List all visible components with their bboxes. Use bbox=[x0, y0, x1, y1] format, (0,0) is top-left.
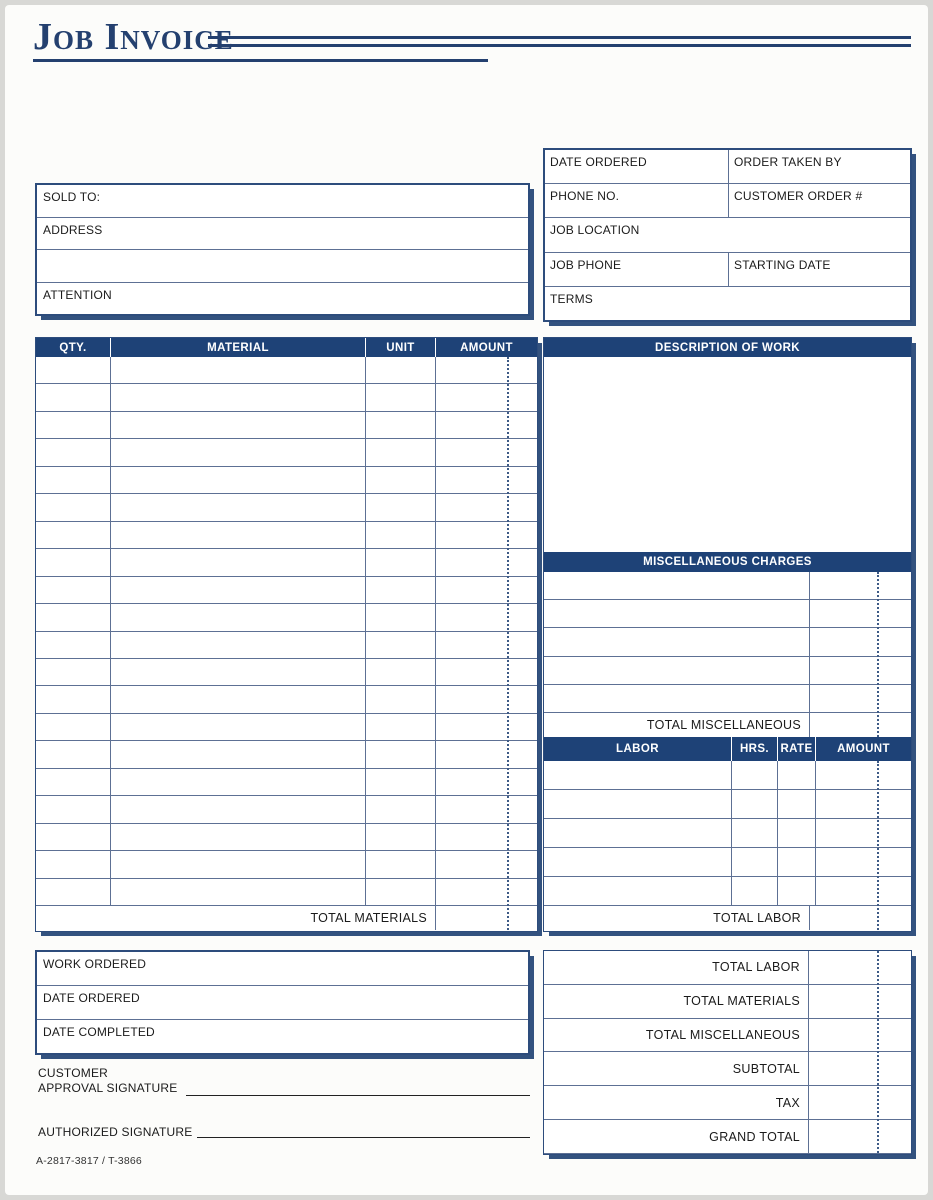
sold-to-label: SOLD TO: bbox=[43, 190, 101, 204]
material-qty-cell[interactable] bbox=[36, 796, 111, 822]
material-name-cell[interactable] bbox=[111, 714, 366, 740]
material-qty-cell[interactable] bbox=[36, 741, 111, 767]
misc-description-cell[interactable] bbox=[544, 657, 810, 684]
material-qty-cell[interactable] bbox=[36, 659, 111, 685]
material-row bbox=[36, 467, 537, 494]
attention-label: ATTENTION bbox=[43, 287, 112, 302]
order-info-row bbox=[545, 287, 910, 320]
material-row bbox=[36, 824, 537, 851]
total-materials-row bbox=[36, 906, 537, 930]
misc-description-cell[interactable] bbox=[544, 572, 810, 599]
labor-description-cell[interactable] bbox=[544, 790, 732, 818]
material-amount-cell[interactable] bbox=[436, 522, 537, 548]
misc-charge-row bbox=[544, 628, 911, 656]
tax-label: TAX bbox=[544, 1086, 809, 1119]
material-row bbox=[36, 769, 537, 796]
job-phone-field[interactable] bbox=[545, 253, 729, 286]
material-amount-cell[interactable] bbox=[436, 824, 537, 850]
material-name-cell[interactable] bbox=[111, 632, 366, 658]
date-ordered-bottom-label: DATE ORDERED bbox=[43, 991, 140, 1005]
labor-hours-cell[interactable] bbox=[732, 819, 778, 847]
material-amount-cell[interactable] bbox=[436, 384, 537, 410]
material-row bbox=[36, 632, 537, 659]
labor-header-row bbox=[544, 737, 911, 761]
sold-to-box bbox=[35, 183, 530, 316]
misc-description-cell[interactable] bbox=[544, 628, 810, 655]
total-materials-summary-label: TOTAL MATERIALS bbox=[544, 985, 809, 1018]
labor-rate-cell[interactable] bbox=[778, 790, 816, 818]
material-name-cell[interactable] bbox=[111, 741, 366, 767]
material-qty-cell[interactable] bbox=[36, 851, 111, 877]
material-unit-cell[interactable] bbox=[366, 714, 436, 740]
material-unit-cell[interactable] bbox=[366, 796, 436, 822]
labor-row bbox=[544, 790, 911, 819]
labor-row bbox=[544, 848, 911, 877]
material-unit-cell[interactable] bbox=[366, 851, 436, 877]
customer-approval-signature-label bbox=[38, 1066, 177, 1096]
job-location-label: JOB LOCATION bbox=[550, 223, 640, 238]
labor-description-cell[interactable] bbox=[544, 877, 732, 905]
starting-date-label: STARTING DATE bbox=[734, 257, 831, 272]
material-row bbox=[36, 357, 537, 384]
misc-amount-cell[interactable] bbox=[810, 685, 911, 712]
labor-amount-cell[interactable] bbox=[816, 819, 911, 847]
date-completed-field[interactable] bbox=[37, 1020, 528, 1053]
total-miscellaneous-row bbox=[544, 713, 911, 737]
grand-total-row bbox=[544, 1120, 911, 1154]
labor-amount-column-header: AMOUNT bbox=[837, 743, 890, 755]
material-name-cell[interactable] bbox=[111, 384, 366, 410]
subtotal-row bbox=[544, 1052, 911, 1086]
labor-hours-cell[interactable] bbox=[732, 877, 778, 905]
material-unit-cell[interactable] bbox=[366, 384, 436, 410]
title-double-rule bbox=[208, 36, 911, 47]
job-location-field[interactable] bbox=[545, 218, 910, 251]
description-of-work-header bbox=[544, 338, 911, 357]
misc-amount-cell[interactable] bbox=[810, 600, 911, 627]
work-section bbox=[543, 337, 912, 932]
material-name-cell[interactable] bbox=[111, 577, 366, 603]
work-ordered-field[interactable] bbox=[37, 952, 528, 986]
total-materials-amount-cell[interactable] bbox=[436, 906, 537, 930]
material-name-cell[interactable] bbox=[111, 549, 366, 575]
order-taken-by-field[interactable] bbox=[729, 150, 910, 183]
authorized-signature-line[interactable] bbox=[197, 1122, 530, 1138]
material-unit-cell[interactable] bbox=[366, 494, 436, 520]
misc-amount-cell[interactable] bbox=[810, 572, 911, 599]
phone-no-field[interactable] bbox=[545, 184, 729, 217]
materials-rows bbox=[36, 357, 537, 906]
material-row bbox=[36, 796, 537, 823]
order-info-row bbox=[545, 218, 910, 252]
order-taken-by-label: ORDER TAKEN BY bbox=[734, 155, 842, 169]
material-name-cell[interactable] bbox=[111, 522, 366, 548]
labor-row bbox=[544, 819, 911, 848]
terms-field[interactable] bbox=[545, 287, 910, 320]
date-completed-label: DATE COMPLETED bbox=[43, 1025, 155, 1039]
material-unit-cell[interactable] bbox=[366, 659, 436, 685]
material-name-cell[interactable] bbox=[111, 686, 366, 712]
customer-label-line2: APPROVAL SIGNATURE bbox=[38, 1081, 178, 1095]
labor-description-cell[interactable] bbox=[544, 761, 732, 789]
phone-no-label: PHONE NO. bbox=[550, 189, 620, 204]
material-amount-cell[interactable] bbox=[436, 439, 537, 465]
material-qty-cell[interactable] bbox=[36, 549, 111, 575]
order-info-box bbox=[543, 148, 912, 322]
material-name-cell[interactable] bbox=[111, 494, 366, 520]
material-qty-cell[interactable] bbox=[36, 824, 111, 850]
misc-amount-cell[interactable] bbox=[810, 628, 911, 655]
misc-charge-rows bbox=[544, 572, 911, 713]
labor-hours-cell[interactable] bbox=[732, 848, 778, 876]
material-qty-cell[interactable] bbox=[36, 632, 111, 658]
material-amount-cell[interactable] bbox=[436, 604, 537, 630]
total-labor-summary-amount-cell[interactable] bbox=[809, 951, 911, 984]
material-row bbox=[36, 494, 537, 521]
material-unit-cell[interactable] bbox=[366, 769, 436, 795]
material-amount-cell[interactable] bbox=[436, 494, 537, 520]
hrs-column-header: HRS. bbox=[732, 737, 778, 761]
material-amount-cell[interactable] bbox=[436, 879, 537, 905]
labor-rate-cell[interactable] bbox=[778, 877, 816, 905]
material-name-cell[interactable] bbox=[111, 659, 366, 685]
total-labor-label: TOTAL LABOR bbox=[544, 906, 810, 930]
grand-total-amount-cell[interactable] bbox=[809, 1120, 911, 1153]
labor-rows bbox=[544, 761, 911, 906]
material-amount-cell[interactable] bbox=[436, 741, 537, 767]
total-labor-row bbox=[544, 906, 911, 930]
total-miscellaneous-amount-cell[interactable] bbox=[810, 713, 911, 737]
material-unit-cell[interactable] bbox=[366, 577, 436, 603]
material-unit-cell[interactable] bbox=[366, 412, 436, 438]
tax-row bbox=[544, 1086, 911, 1120]
order-info-row bbox=[545, 150, 910, 184]
totals-box bbox=[543, 950, 912, 1155]
material-unit-cell[interactable] bbox=[366, 604, 436, 630]
misc-charge-row bbox=[544, 657, 911, 685]
completion-box bbox=[35, 950, 530, 1055]
form-number: A-2817-3817 / T-3866 bbox=[36, 1155, 142, 1167]
total-miscellaneous-summary-amount-cell[interactable] bbox=[809, 1019, 911, 1052]
misc-amount-cell[interactable] bbox=[810, 657, 911, 684]
material-amount-cell[interactable] bbox=[436, 686, 537, 712]
subtotal-amount-cell[interactable] bbox=[809, 1052, 911, 1085]
material-qty-cell[interactable] bbox=[36, 879, 111, 905]
material-column-header: MATERIAL bbox=[111, 338, 366, 357]
labor-hours-cell[interactable] bbox=[732, 761, 778, 789]
material-unit-cell[interactable] bbox=[366, 686, 436, 712]
material-qty-cell[interactable] bbox=[36, 384, 111, 410]
customer-label-line1: CUSTOMER bbox=[38, 1066, 109, 1080]
title-underline bbox=[33, 59, 488, 62]
description-of-work-label: DESCRIPTION OF WORK bbox=[655, 341, 800, 354]
amount-column-header: AMOUNT bbox=[460, 341, 513, 354]
order-info-row bbox=[545, 184, 910, 218]
material-unit-cell[interactable] bbox=[366, 439, 436, 465]
material-unit-cell[interactable] bbox=[366, 879, 436, 905]
materials-header-row bbox=[36, 338, 537, 357]
total-miscellaneous-label: TOTAL MISCELLANEOUS bbox=[544, 713, 810, 737]
misc-description-cell[interactable] bbox=[544, 685, 810, 712]
authorized-signature-label: AUTHORIZED SIGNATURE bbox=[38, 1125, 193, 1139]
material-row bbox=[36, 439, 537, 466]
material-row bbox=[36, 741, 537, 768]
labor-hours-cell[interactable] bbox=[732, 790, 778, 818]
material-unit-cell[interactable] bbox=[366, 357, 436, 383]
material-unit-cell[interactable] bbox=[366, 824, 436, 850]
labor-row bbox=[544, 761, 911, 790]
material-row bbox=[36, 659, 537, 686]
starting-date-field[interactable] bbox=[729, 253, 910, 286]
miscellaneous-charges-header bbox=[544, 552, 911, 572]
material-amount-cell[interactable] bbox=[436, 714, 537, 740]
materials-table bbox=[35, 337, 538, 932]
material-qty-cell[interactable] bbox=[36, 494, 111, 520]
job-phone-label: JOB PHONE bbox=[550, 257, 622, 272]
material-qty-cell[interactable] bbox=[36, 357, 111, 383]
misc-charge-row bbox=[544, 685, 911, 713]
material-unit-cell[interactable] bbox=[366, 632, 436, 658]
customer-approval-signature-line[interactable] bbox=[186, 1080, 530, 1096]
labor-column-header: LABOR bbox=[544, 737, 732, 761]
material-name-cell[interactable] bbox=[111, 769, 366, 795]
material-amount-cell[interactable] bbox=[436, 467, 537, 493]
total-labor-amount-cell[interactable] bbox=[810, 906, 911, 930]
material-amount-cell[interactable] bbox=[436, 769, 537, 795]
labor-amount-cell[interactable] bbox=[816, 790, 911, 818]
material-amount-cell[interactable] bbox=[436, 357, 537, 383]
material-unit-cell[interactable] bbox=[366, 522, 436, 548]
material-row bbox=[36, 714, 537, 741]
labor-row bbox=[544, 877, 911, 906]
address-field[interactable] bbox=[37, 218, 528, 251]
material-name-cell[interactable] bbox=[111, 824, 366, 850]
form-title: Job Invoice bbox=[33, 16, 234, 58]
misc-description-cell[interactable] bbox=[544, 600, 810, 627]
material-qty-cell[interactable] bbox=[36, 686, 111, 712]
material-name-cell[interactable] bbox=[111, 439, 366, 465]
labor-description-cell[interactable] bbox=[544, 848, 732, 876]
misc-charge-row bbox=[544, 600, 911, 628]
sold-to-field[interactable] bbox=[37, 185, 528, 218]
total-labor-summary-row bbox=[544, 951, 911, 985]
labor-rate-cell[interactable] bbox=[778, 819, 816, 847]
material-row bbox=[36, 851, 537, 878]
material-qty-cell[interactable] bbox=[36, 604, 111, 630]
material-name-cell[interactable] bbox=[111, 412, 366, 438]
material-name-cell[interactable] bbox=[111, 467, 366, 493]
date-ordered-field[interactable] bbox=[545, 150, 729, 183]
attention-field[interactable] bbox=[37, 283, 528, 315]
total-miscellaneous-summary-label: TOTAL MISCELLANEOUS bbox=[544, 1019, 809, 1052]
unit-column-header: UNIT bbox=[366, 338, 436, 357]
material-name-cell[interactable] bbox=[111, 796, 366, 822]
material-row bbox=[36, 412, 537, 439]
material-unit-cell[interactable] bbox=[366, 741, 436, 767]
material-amount-cell[interactable] bbox=[436, 796, 537, 822]
material-amount-cell[interactable] bbox=[436, 632, 537, 658]
description-of-work-area[interactable] bbox=[544, 357, 911, 552]
total-labor-summary-label: TOTAL LABOR bbox=[544, 951, 809, 984]
material-qty-cell[interactable] bbox=[36, 714, 111, 740]
material-row bbox=[36, 549, 537, 576]
material-name-cell[interactable] bbox=[111, 851, 366, 877]
material-qty-cell[interactable] bbox=[36, 467, 111, 493]
labor-rate-cell[interactable] bbox=[778, 761, 816, 789]
material-row bbox=[36, 522, 537, 549]
date-ordered-label: DATE ORDERED bbox=[550, 155, 647, 169]
miscellaneous-charges-label: MISCELLANEOUS CHARGES bbox=[643, 556, 812, 568]
labor-description-cell[interactable] bbox=[544, 819, 732, 847]
address-label: ADDRESS bbox=[43, 222, 103, 237]
material-amount-cell[interactable] bbox=[436, 851, 537, 877]
labor-amount-cell[interactable] bbox=[816, 877, 911, 905]
grand-total-label: GRAND TOTAL bbox=[544, 1120, 809, 1153]
subtotal-label: SUBTOTAL bbox=[544, 1052, 809, 1085]
address-extra-line[interactable] bbox=[37, 250, 528, 283]
total-materials-label: TOTAL MATERIALS bbox=[36, 906, 436, 930]
work-ordered-label: WORK ORDERED bbox=[43, 957, 147, 971]
material-qty-cell[interactable] bbox=[36, 769, 111, 795]
terms-label: TERMS bbox=[550, 291, 593, 306]
material-qty-cell[interactable] bbox=[36, 577, 111, 603]
rate-column-header: RATE bbox=[778, 737, 816, 761]
material-unit-cell[interactable] bbox=[366, 467, 436, 493]
material-name-cell[interactable] bbox=[111, 879, 366, 905]
customer-order-field[interactable] bbox=[729, 184, 910, 217]
labor-amount-cell[interactable] bbox=[816, 848, 911, 876]
labor-amount-cell[interactable] bbox=[816, 761, 911, 789]
total-materials-summary-amount-cell[interactable] bbox=[809, 985, 911, 1018]
total-materials-summary-row bbox=[544, 985, 911, 1019]
tax-amount-cell[interactable] bbox=[809, 1086, 911, 1119]
order-info-row bbox=[545, 253, 910, 287]
qty-column-header: QTY. bbox=[36, 338, 111, 357]
material-row bbox=[36, 384, 537, 411]
material-unit-cell[interactable] bbox=[366, 549, 436, 575]
material-qty-cell[interactable] bbox=[36, 522, 111, 548]
material-name-cell[interactable] bbox=[111, 357, 366, 383]
labor-rate-cell[interactable] bbox=[778, 848, 816, 876]
material-qty-cell[interactable] bbox=[36, 439, 111, 465]
material-amount-cell[interactable] bbox=[436, 412, 537, 438]
customer-order-label: CUSTOMER ORDER # bbox=[734, 189, 863, 204]
material-row bbox=[36, 604, 537, 631]
misc-charge-row bbox=[544, 572, 911, 600]
material-row bbox=[36, 686, 537, 713]
material-amount-cell[interactable] bbox=[436, 659, 537, 685]
material-row bbox=[36, 879, 537, 906]
material-name-cell[interactable] bbox=[111, 604, 366, 630]
material-amount-cell[interactable] bbox=[436, 577, 537, 603]
material-amount-cell[interactable] bbox=[436, 549, 537, 575]
material-qty-cell[interactable] bbox=[36, 412, 111, 438]
material-row bbox=[36, 577, 537, 604]
total-miscellaneous-summary-row bbox=[544, 1019, 911, 1053]
date-ordered-bottom-field[interactable] bbox=[37, 986, 528, 1020]
